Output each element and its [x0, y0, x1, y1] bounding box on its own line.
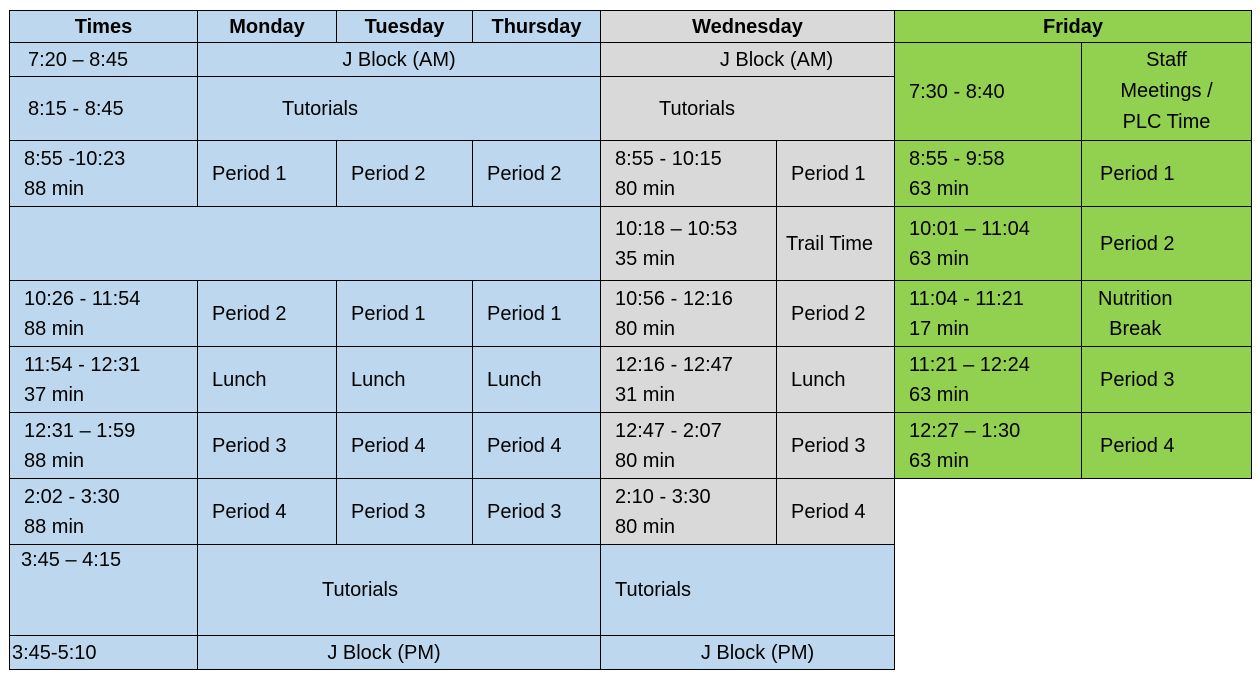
friday-time-cell: 8:55 - 9:58 63 min — [894, 140, 1082, 207]
monday-cell: Period 1 — [197, 140, 337, 207]
time-cell: 3:45 – 4:15 — [9, 544, 198, 636]
wednesday-cell: Period 1 — [776, 140, 895, 207]
friday-cell: Nutrition Break — [1081, 280, 1252, 347]
monday-cell: Period 3 — [197, 412, 337, 479]
wed-time-cell: 12:47 - 2:07 80 min — [600, 412, 777, 479]
wednesday-cell: Trail Time — [776, 206, 895, 281]
header-monday: Monday — [197, 10, 337, 43]
header-friday: Friday — [894, 10, 1252, 43]
friday-cell: Period 3 — [1081, 346, 1252, 413]
tutorials-am-cell: Tutorials — [197, 76, 601, 141]
friday-cell: Period 4 — [1081, 412, 1252, 479]
friday-time-cell: 11:21 – 12:24 63 min — [894, 346, 1082, 413]
friday-time-cell: 10:01 – 11:04 63 min — [894, 206, 1082, 281]
wednesday-cell: Period 4 — [776, 478, 895, 545]
friday-cell: Period 2 — [1081, 206, 1252, 281]
wed-tutorials-pm-cell: Tutorials — [600, 544, 895, 636]
wed-jblock-pm-cell: J Block (PM) — [600, 635, 895, 670]
monday-cell: Lunch — [197, 346, 337, 413]
wed-time-cell: 10:18 – 10:53 35 min — [600, 206, 777, 281]
header-times: Times — [9, 10, 198, 43]
wed-tutorials-am-cell: Tutorials — [600, 76, 895, 141]
time-cell: 10:26 - 11:54 88 min — [9, 280, 198, 347]
blank-span-cell — [9, 206, 601, 281]
wed-jblock-am-cell: J Block (AM) — [600, 42, 895, 77]
header-wednesday: Wednesday — [600, 10, 895, 43]
time-cell: 11:54 - 12:31 37 min — [9, 346, 198, 413]
wednesday-cell: Period 3 — [776, 412, 895, 479]
time-cell: 2:02 - 3:30 88 min — [9, 478, 198, 545]
time-cell: 8:15 - 8:45 — [9, 76, 198, 141]
friday-cell: Staff Meetings / PLC Time — [1081, 42, 1252, 141]
wed-time-cell: 2:10 - 3:30 80 min — [600, 478, 777, 545]
header-thursday: Thursday — [472, 10, 601, 43]
header-tuesday: Tuesday — [336, 10, 473, 43]
friday-time-cell: 11:04 - 11:21 17 min — [894, 280, 1082, 347]
wed-time-cell: 8:55 - 10:15 80 min — [600, 140, 777, 207]
friday-time-cell: 12:27 – 1:30 63 min — [894, 412, 1082, 479]
wednesday-cell: Period 2 — [776, 280, 895, 347]
tutorials-pm-cell: Tutorials — [197, 544, 601, 636]
thursday-cell: Period 2 — [472, 140, 601, 207]
monday-cell: Period 4 — [197, 478, 337, 545]
tuesday-cell: Lunch — [336, 346, 473, 413]
time-cell: 12:31 – 1:59 88 min — [9, 412, 198, 479]
time-cell: 7:20 – 8:45 — [9, 42, 198, 77]
friday-cell: Period 1 — [1081, 140, 1252, 207]
tuesday-cell: Period 1 — [336, 280, 473, 347]
thursday-cell: Period 1 — [472, 280, 601, 347]
thursday-cell: Lunch — [472, 346, 601, 413]
wednesday-cell: Lunch — [776, 346, 895, 413]
monday-cell: Period 2 — [197, 280, 337, 347]
jblock-pm-cell: J Block (PM) — [197, 635, 601, 670]
tuesday-cell: Period 4 — [336, 412, 473, 479]
thursday-cell: Period 3 — [472, 478, 601, 545]
tuesday-cell: Period 2 — [336, 140, 473, 207]
time-cell: 8:55 -10:23 88 min — [9, 140, 198, 207]
thursday-cell: Period 4 — [472, 412, 601, 479]
time-cell: 3:45-5:10 — [9, 635, 198, 670]
jblock-am-cell: J Block (AM) — [197, 42, 601, 77]
tuesday-cell: Period 3 — [336, 478, 473, 545]
wed-time-cell: 10:56 - 12:16 80 min — [600, 280, 777, 347]
wed-time-cell: 12:16 - 12:47 31 min — [600, 346, 777, 413]
friday-time-cell: 7:30 - 8:40 — [894, 42, 1082, 141]
